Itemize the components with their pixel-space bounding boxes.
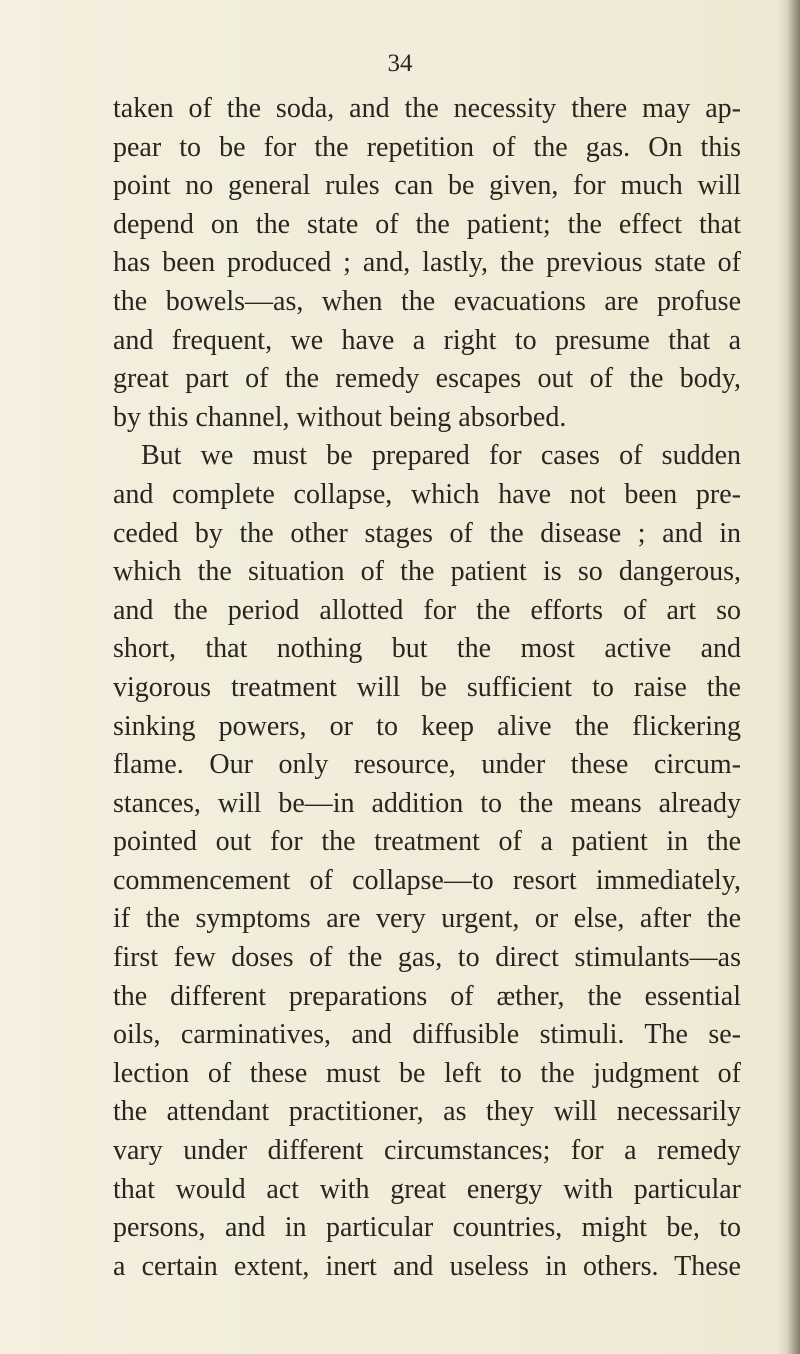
text-line: ceded by the other stages of the disease ; and in: [113, 517, 741, 549]
text-line: pointed out for the treatment of a patient in the: [113, 826, 741, 858]
text-line: if the symptoms are very urgent, or else, after the: [113, 903, 741, 935]
text-line-paragraph-start: But we must be prepared for cases of sudden: [141, 440, 741, 472]
text-line: that would act with great energy with particular: [113, 1173, 741, 1205]
text-line: the bowels—as, when the evacuations are profuse: [113, 285, 741, 317]
text-line: great part of the remedy escapes out of the body,: [113, 363, 741, 395]
text-line: flame. Our only resource, under these circum-: [113, 749, 741, 781]
text-line: the attendant practitioner, as they will necessarily: [113, 1096, 741, 1128]
text-line: a certain extent, inert and useless in others. These: [113, 1250, 741, 1282]
text-line: and complete collapse, which have not been pre-: [113, 478, 741, 510]
text-line: the different preparations of æther, the essential: [113, 980, 741, 1012]
text-line: oils, carminatives, and diffusible stimuli. The se-: [113, 1019, 741, 1051]
text-line: taken of the soda, and the necessity there may ap-: [113, 93, 741, 124]
text-line: lection of these must be left to the judgment of: [113, 1057, 741, 1089]
text-line: which the situation of the patient is so dangerous,: [113, 556, 741, 588]
text-line: vigorous treatment will be sufficient to raise the: [113, 671, 741, 703]
text-line: pear to be for the repetition of the gas. On this: [113, 131, 741, 163]
text-line: and the period allotted for the efforts of art so: [113, 594, 741, 626]
text-line: depend on the state of the patient; the effect that: [113, 208, 741, 240]
text-line: stances, will be—in addition to the means already: [113, 787, 741, 819]
text-line: commencement of collapse—to resort immediately,: [113, 864, 741, 896]
body-text: [113, 90, 741, 1286]
page-number: 34: [387, 50, 413, 77]
page-edge-shadow: [778, 0, 800, 1354]
text-line: vary under different circumstances; for a remedy: [113, 1135, 741, 1167]
text-line: persons, and in particular countries, might be, to: [113, 1212, 741, 1244]
text-line: first few doses of the gas, to direct stimulants—as: [113, 942, 741, 974]
text-line: point no general rules can be given, for much will: [113, 170, 741, 202]
text-line: and frequent, we have a right to presume that a: [113, 324, 741, 356]
text-line: has been produced ; and, lastly, the previous state of: [113, 247, 741, 279]
text-line: by this channel, without being absorbed.: [113, 401, 567, 433]
text-line: sinking powers, or to keep alive the flickering: [113, 710, 741, 742]
text-line: short, that nothing but the most active and: [113, 633, 741, 665]
